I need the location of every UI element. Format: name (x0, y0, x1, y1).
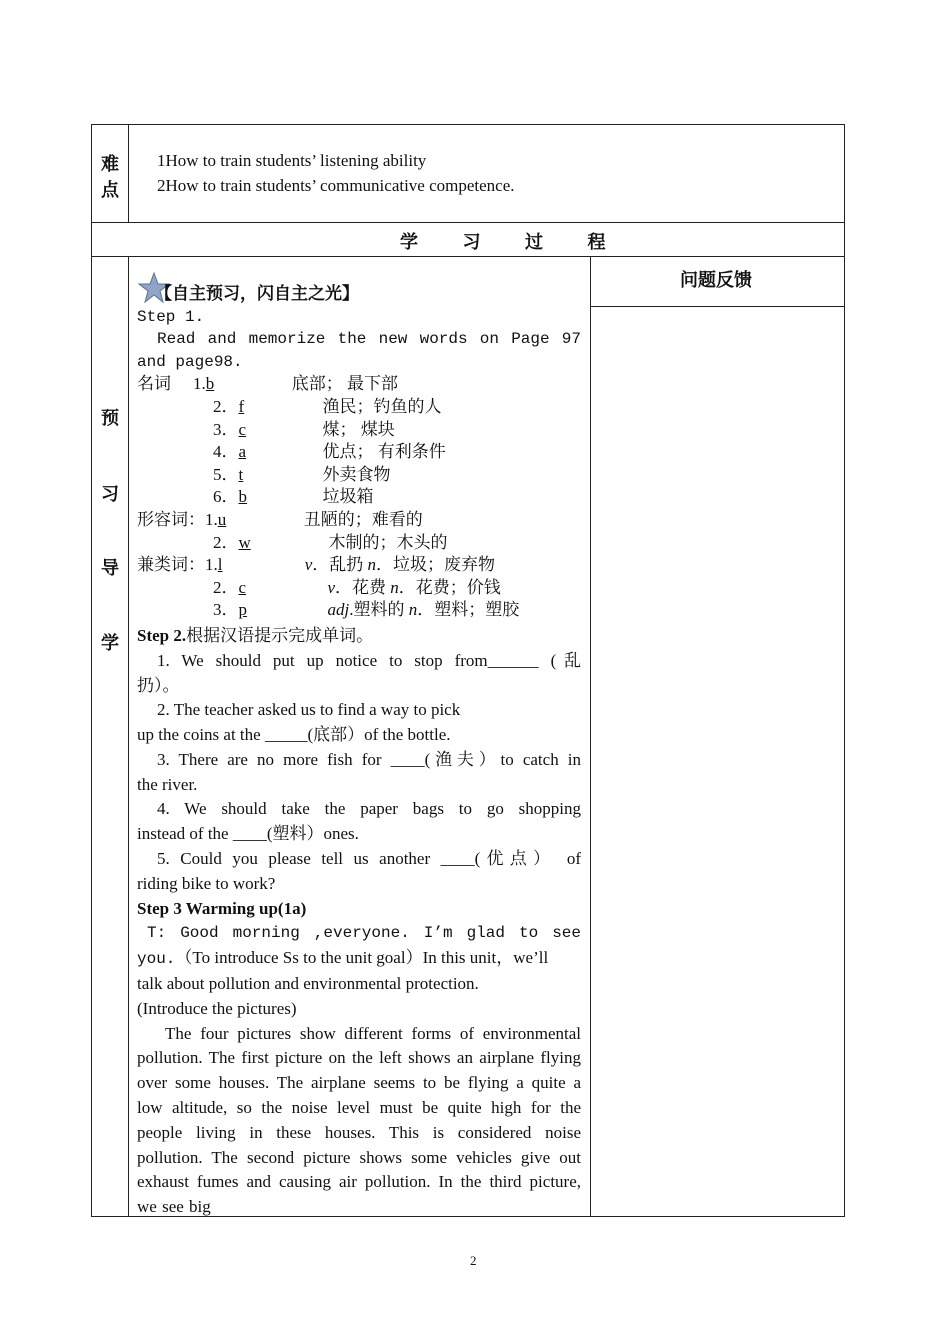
page-number: 2 (470, 1253, 477, 1268)
step2-q2a: 2. The teacher asked us to find a way to pick (157, 700, 461, 720)
step2-q5b: riding bike to work? (137, 873, 276, 893)
multi-pos: n (367, 555, 377, 575)
adj-num: 1. (205, 509, 218, 529)
noun-row (137, 419, 581, 442)
noun-meaning: 垃圾箱 (322, 487, 374, 507)
adj-blank (239, 532, 329, 555)
noun-blank (239, 464, 323, 487)
noun-letter: a (238, 442, 247, 462)
noun-meaning: 底部； 最下部 (291, 374, 398, 394)
adj-letter: w (238, 532, 251, 552)
step3-t-line-b (137, 946, 581, 972)
col-divider-feedback (590, 256, 591, 1217)
step2-q2b: up the coins at the _____(底部）of the bottle. (137, 725, 451, 745)
noun-blank (239, 486, 323, 509)
row-divider-process (91, 256, 845, 257)
multi-letter: c (238, 577, 247, 597)
step2-q3b: the river. (137, 774, 198, 794)
step3-intro: (Introduce the pictures) (137, 998, 297, 1018)
multi-row (137, 577, 581, 600)
step2-block (137, 624, 581, 1220)
noun-num: 6． (213, 487, 239, 507)
section-title-text: 【自主预习，闪自主之光】 (155, 284, 359, 303)
noun-blank (239, 441, 323, 464)
step1-instruction (137, 328, 581, 351)
multi-pos: adj (327, 600, 350, 620)
row-divider-difficulty (91, 222, 845, 223)
multi-meaning: ．花费 (335, 577, 391, 597)
multi-blank (239, 599, 325, 622)
col-divider-label-top (128, 124, 129, 222)
noun-num: 4． (213, 442, 239, 462)
multi-row (137, 554, 581, 577)
step3-t-line-a: T: Good morning ,everyone. I’m glad to see (147, 924, 581, 943)
difficulty-label-char: 难 (101, 154, 119, 174)
step2-q3a: 3. There are no more fish for ____(渔夫）to catch in (157, 749, 581, 769)
multi-blank (218, 554, 302, 577)
multi-pos: v (304, 555, 313, 575)
noun-row (137, 441, 581, 464)
noun-blank (206, 373, 292, 396)
noun-letter: b (205, 374, 215, 394)
adj-label: 形容词： (137, 509, 205, 529)
noun-blank (239, 419, 323, 442)
step2-title-cn: 根据汉语提示完成单词。 (186, 625, 374, 645)
noun-row (137, 373, 581, 396)
multi-pos: v (327, 577, 336, 597)
step1-instruction-b: and page98. (137, 352, 243, 371)
multi-meaning: ．垃圾；废弃物 (376, 555, 496, 575)
noun-num: 3． (213, 419, 239, 439)
step1-instruction-a: Read and memorize the new words on Page 97 (157, 330, 581, 349)
multi-letter: p (238, 600, 247, 620)
table-border-top (91, 124, 845, 125)
multi-letter: l (217, 555, 223, 575)
multi-pos: n (408, 600, 418, 620)
step2-title-en: Step 2. (137, 625, 187, 645)
preview-content (137, 283, 581, 1220)
step2-q1a: 1. We should put up notice to stop from______ (乱 (157, 650, 581, 670)
step3-t-line-b-rest: （To introduce Ss to the unit goal）In this unit，we’ll (175, 948, 549, 968)
side-label-char: 习 (101, 484, 119, 504)
multi-pos: n (390, 577, 399, 597)
step3-paragraph: The four pictures show different forms of environmental pollution. The first picture on the left shows an airplane flying over some houses. The airplane seems to be flying a quite a low altitude, so the noise level must be quite high for the people living in these houses. This is considered noise pollution. The second picture shows some vehicles give out exhaust fumes and causing air pollution. In the third picture, we see big (137, 1023, 581, 1217)
side-label-char: 预 (101, 408, 119, 428)
difficulty-line-1: 1How to train students’ listening ability (157, 151, 427, 170)
multi-label: 兼类词： (137, 555, 205, 575)
step3-t-line-c: talk about pollution and environmental protection. (137, 974, 479, 994)
noun-meaning: 渔民；钓鱼的人 (322, 396, 442, 416)
multi-num: 3． (213, 600, 239, 620)
col-divider-label (128, 256, 129, 1217)
adj-row (137, 509, 581, 532)
feedback-header: 问题反馈 (680, 270, 752, 290)
step2-q1b: 扔）。 (137, 675, 180, 695)
multi-meaning: ．塑料；塑胶 (417, 600, 520, 620)
noun-letter: c (238, 419, 247, 439)
noun-meaning: 外卖食物 (322, 464, 391, 484)
adj-blank (218, 509, 304, 532)
noun-meaning: 优点； 有利条件 (322, 442, 446, 462)
noun-letter: t (238, 464, 244, 484)
noun-row (137, 486, 581, 509)
multi-meaning: ．乱扔 (312, 555, 368, 575)
table-border-left (91, 124, 92, 1217)
process-title: 学 习 过 程 (400, 232, 626, 252)
noun-meaning: 煤； 煤块 (322, 419, 395, 439)
noun-row (137, 464, 581, 487)
section-title (137, 283, 581, 306)
multi-num: 1. (205, 555, 218, 575)
step1-title: Step 1. (137, 307, 205, 326)
difficulty-label-char: 点 (101, 180, 119, 200)
side-label-char: 导 (101, 558, 119, 578)
adj-meaning: 木制的；木头的 (328, 532, 448, 552)
nouns-label: 名词 (137, 374, 171, 394)
multi-meaning: ．花费；价钱 (398, 577, 501, 597)
step3-t-line-b-mono: you. (137, 950, 176, 969)
step2-q5a: 5. Could you please tell us another ____(优点） of (157, 849, 581, 869)
noun-num: 1. (193, 374, 206, 394)
adj-row (137, 532, 581, 555)
noun-letter: f (238, 396, 245, 416)
step2-q4a: 4. We should take the paper bags to go shopping (157, 799, 581, 819)
adj-num: 2． (213, 532, 239, 552)
side-label-char: 学 (101, 633, 119, 653)
table-border-right (844, 124, 845, 1217)
noun-num: 2． (213, 396, 239, 416)
noun-blank (239, 396, 323, 419)
feedback-header-divider (590, 306, 845, 307)
step2-title (137, 624, 581, 649)
noun-num: 5． (213, 464, 239, 484)
difficulty-line-2: 2How to train students’ communicative competence. (157, 176, 515, 195)
adj-letter: u (217, 509, 227, 529)
noun-letter: b (238, 487, 247, 507)
step2-q4b: instead of the ____(塑料）ones. (137, 824, 359, 844)
multi-row (137, 599, 581, 622)
step3-title: Step 3 Warming up(1a) (137, 898, 307, 918)
noun-row (137, 396, 581, 419)
multi-meaning: .塑料的 (349, 600, 409, 620)
adj-meaning: 丑陋的；难看的 (303, 509, 423, 529)
multi-num: 2． (213, 577, 239, 597)
multi-blank (239, 577, 325, 600)
